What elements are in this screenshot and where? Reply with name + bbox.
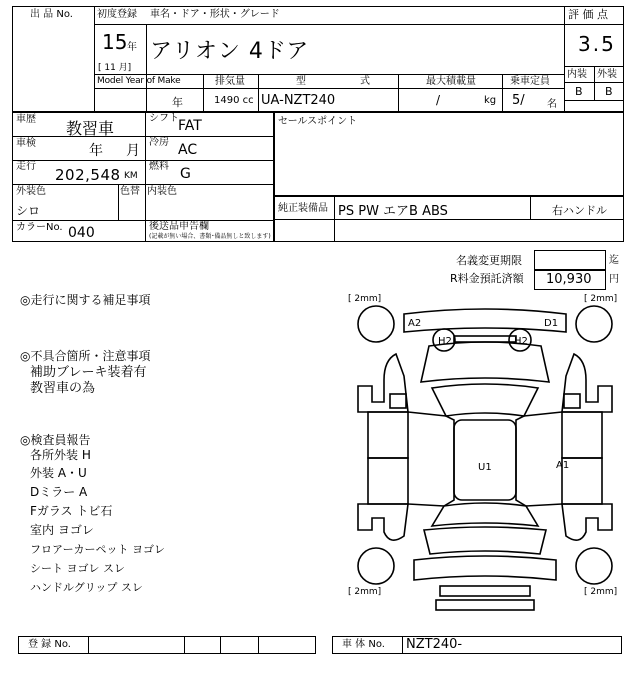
inspector-line: 外装 A・U [30, 466, 87, 480]
divider [12, 184, 274, 185]
right-pillar [516, 412, 562, 506]
history-label: 車歴 [16, 114, 36, 125]
inspection-label: 車検 [16, 138, 36, 149]
type-label-2: 式 [360, 76, 370, 87]
divider [502, 74, 503, 112]
tire-rear-left [358, 548, 394, 584]
exterior-label: 外装 [597, 69, 617, 80]
tire-depth-label: [ 2mm] [584, 294, 618, 304]
fuel-value: G [180, 166, 191, 182]
rear-plate-2 [436, 600, 534, 610]
divider [220, 636, 221, 654]
ext-color-value: シロ [16, 204, 41, 218]
tire-depth-label: [ 2mm] [348, 587, 382, 597]
tire-depth-label: [ 2mm] [348, 294, 382, 304]
recycle-unit: 円 [609, 274, 619, 285]
mileage-label: 走行 [16, 161, 36, 172]
color-no-label: カラーNo. [16, 222, 63, 233]
inspector-line: ハンドルグリップ スレ [30, 581, 143, 594]
color-change-label: 色替 [120, 186, 140, 197]
aftermarket-label: 後送品申告欄 [149, 221, 209, 232]
divider [145, 112, 146, 242]
model-year-unit: 年 [172, 96, 183, 109]
left-pillar [408, 412, 454, 506]
name-change-box [534, 250, 606, 270]
divider [12, 160, 274, 161]
divider [94, 24, 564, 25]
inspector-line: 室内 ヨゴレ [30, 523, 94, 537]
first-reg-month: [ 11 月] [98, 63, 132, 73]
ac-label: 冷房 [149, 137, 169, 148]
type-label-1: 型 [296, 76, 306, 87]
divider [94, 88, 564, 89]
inspector-line: Dミラー A [30, 485, 88, 499]
roof [454, 420, 516, 500]
divider [564, 6, 565, 112]
reg-no-label: 登 録 No. [28, 639, 71, 650]
name-change-label: 名義変更期限 [456, 254, 522, 267]
max-load-label: 最大積載量 [426, 76, 476, 87]
inspector-heading: ◎検査員報告 [20, 433, 91, 447]
car-name-label: 車名・ドア・形状・グレード [150, 9, 280, 20]
first-reg-year-unit: 年 [127, 42, 137, 53]
rating-value: 3.5 [578, 32, 616, 56]
capacity-unit: 名 [547, 99, 557, 110]
first-reg-label: 初度登録 [97, 9, 137, 20]
shift-label: シフト [149, 113, 179, 124]
divider [334, 196, 335, 220]
divider [564, 66, 624, 67]
shift-value: FAT [178, 118, 202, 134]
load-unit: kg [484, 95, 497, 106]
ext-color-label: 外装色 [16, 186, 46, 197]
mileage-value: 202,548 [55, 166, 121, 184]
divider [88, 636, 89, 654]
ac-value: AC [178, 142, 198, 158]
rear-bumper [414, 556, 556, 580]
history-value: 教習車 [66, 119, 115, 138]
inspector-line: フロアーカーペット ヨゴレ [30, 543, 165, 556]
damage-mark: A2 [408, 318, 422, 329]
hood [421, 342, 549, 382]
divider [398, 74, 399, 112]
interior-grade: B [575, 85, 583, 98]
front-plate [454, 336, 516, 342]
front-bumper [404, 309, 566, 332]
name-change-unit: 迄 [609, 255, 619, 266]
rear-glass [432, 503, 538, 526]
inspector-line: シート ヨゴレ スレ [30, 562, 125, 575]
interior-label: 内装 [567, 69, 587, 80]
divider [564, 100, 624, 101]
windshield [432, 384, 538, 416]
damage-mark: A1 [556, 460, 570, 471]
right-front-door [562, 412, 602, 458]
sales-point-label: セールスポイント [278, 116, 358, 127]
inspection-year: 年 [89, 143, 103, 159]
model-year-label: Model Year of Make [97, 76, 181, 86]
damage-mark: H2 [514, 336, 528, 347]
chassis-mask [470, 638, 520, 652]
right-front-side [562, 354, 612, 412]
divider [564, 24, 624, 25]
lot-no-label: 出 品 No. [30, 9, 73, 20]
displacement-value: 1490 cc [214, 95, 254, 106]
car-damage-diagram [344, 290, 628, 622]
divider [334, 220, 335, 242]
recycle-value: 10,930 [546, 272, 592, 287]
steering-value: 右ハンドル [552, 204, 607, 217]
left-front-side [358, 354, 408, 412]
divider [258, 74, 259, 112]
tire-depth-label: [ 2mm] [584, 587, 618, 597]
equipment-label: 純正装備品 [278, 203, 328, 214]
divider [146, 24, 147, 112]
divider [12, 220, 274, 221]
divider [12, 136, 274, 137]
mileage-unit: KM [124, 171, 138, 181]
chassis-value: NZT240- [406, 637, 463, 652]
damage-mark: U1 [478, 462, 492, 473]
right-mirror [564, 394, 580, 408]
divider [184, 636, 185, 654]
displacement-label: 排気量 [215, 76, 245, 87]
divider [564, 82, 624, 83]
tire-front-right [576, 306, 612, 342]
aftermarket-note: (記載が無い場合、書類･備品無しと致します) [149, 233, 271, 240]
divider [258, 636, 259, 654]
right-rear-quarter [562, 504, 612, 540]
car-name: アリオン 4ドア [150, 39, 310, 64]
aftermarket-extra-box [274, 220, 624, 242]
divider [118, 184, 119, 220]
first-reg-year: 15 [102, 30, 128, 54]
damage-mark: H2 [438, 336, 452, 347]
capacity-value: 5/ [512, 93, 525, 108]
divider [530, 196, 531, 220]
left-rear-quarter [358, 504, 408, 540]
inspection-month: 月 [126, 143, 140, 159]
left-rear-door [368, 458, 408, 504]
model-code: UA-NZT240 [261, 93, 336, 108]
equipment-value: PS PW エアB ABS [338, 204, 448, 219]
recycle-label: R料金預託済額 [450, 272, 524, 285]
divider [594, 66, 595, 100]
exterior-grade: B [605, 85, 613, 98]
defects-line: 補助ブレーキ装着有 [30, 365, 147, 380]
trunk [424, 527, 546, 554]
driving-heading: ◎走行に関する補足事項 [20, 293, 151, 307]
int-color-label: 内装色 [147, 186, 177, 197]
divider [402, 636, 403, 654]
defects-line: 教習車の為 [30, 381, 96, 396]
chassis-label: 車 体 No. [342, 639, 385, 650]
tire-front-left [358, 306, 394, 342]
left-mirror [390, 394, 406, 408]
color-no-value: 040 [68, 225, 95, 241]
tire-rear-right [576, 548, 612, 584]
damage-mark: D1 [544, 318, 559, 329]
capacity-label: 乗車定員 [510, 76, 550, 87]
divider [94, 6, 95, 112]
left-front-door [368, 412, 408, 458]
fuel-label: 燃料 [149, 161, 169, 172]
rear-plate [440, 586, 530, 596]
inspector-line: 各所外装 H [30, 448, 91, 462]
divider [203, 74, 204, 112]
load-slash: / [436, 93, 441, 107]
inspector-line: Fガラス トビ石 [30, 504, 113, 518]
defects-heading: ◎不具合箇所・注意事項 [20, 349, 151, 363]
rating-label: 評 価 点 [568, 8, 608, 21]
